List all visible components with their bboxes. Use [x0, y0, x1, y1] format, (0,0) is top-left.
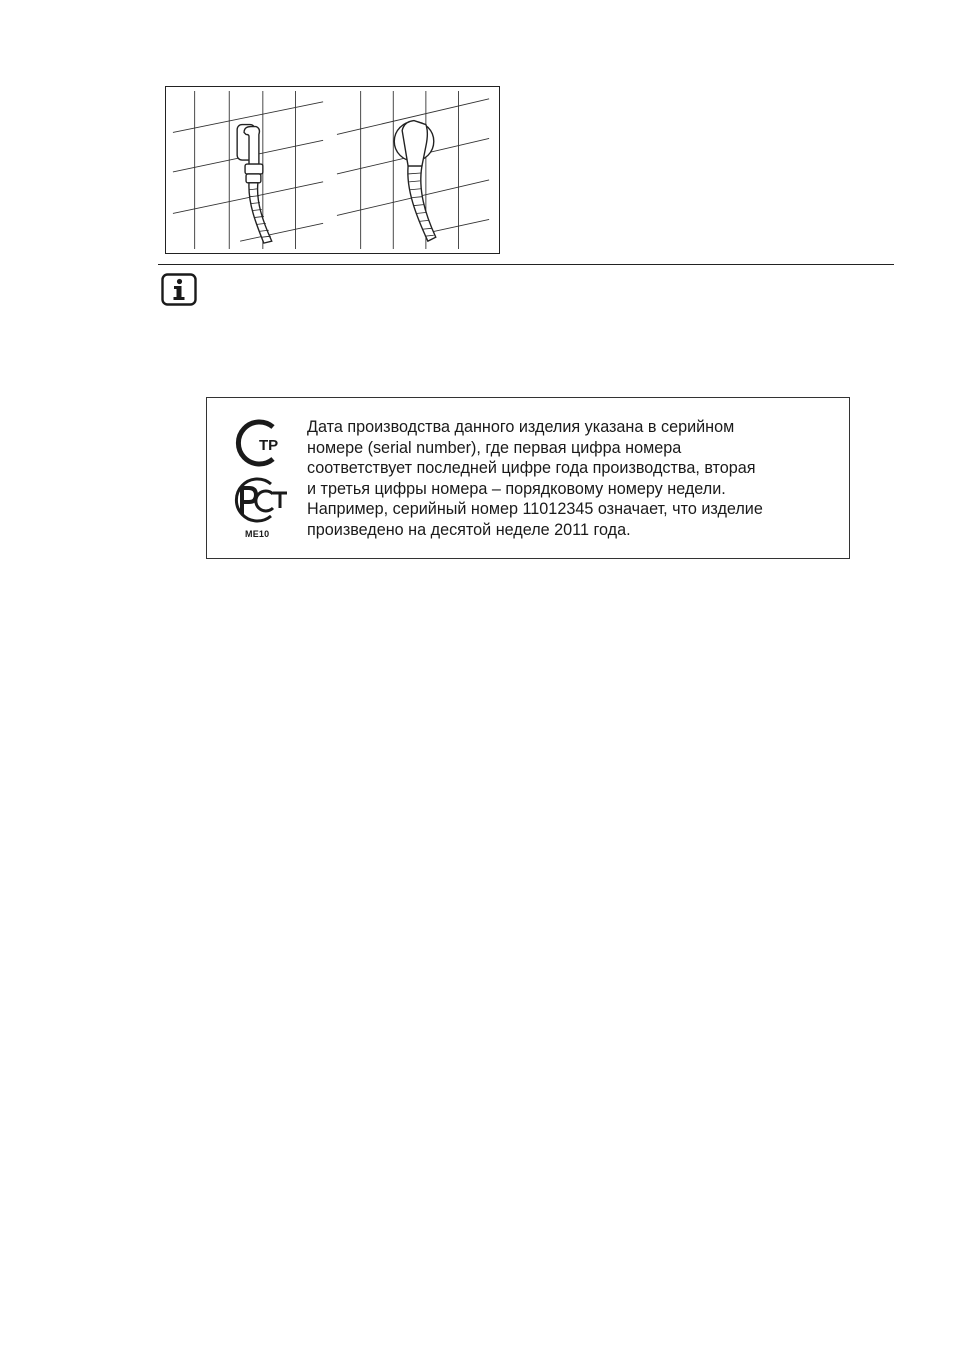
pct-code: ME10: [245, 529, 270, 539]
pct-mark-icon: [229, 474, 295, 526]
info-icon: [161, 273, 197, 306]
section-divider: [158, 264, 894, 265]
certification-logos: [229, 418, 295, 543]
certification-line: Например, серийный номер 11012345 означает, что изделие: [307, 500, 763, 519]
eac-mark-text: ТР: [259, 437, 279, 454]
hose-connection-illustration: [165, 86, 500, 254]
certification-line: соответствует последней цифре года производства, вторая: [307, 459, 756, 478]
pct-mark-text: РСТ: [229, 474, 231, 475]
certification-line: Дата производства данного изделия указана в серийном: [307, 418, 735, 436]
certification-box: [206, 397, 850, 559]
eac-tr-mark-icon: [229, 418, 295, 468]
certification-line: и третья цифры номера – порядковому номеру недели.: [307, 479, 726, 498]
certification-line: произведено на десятой неделе 2011 года.: [307, 520, 631, 539]
certification-line: номере (serial number), где первая цифра номера: [307, 438, 682, 457]
certification-text: [307, 417, 842, 541]
